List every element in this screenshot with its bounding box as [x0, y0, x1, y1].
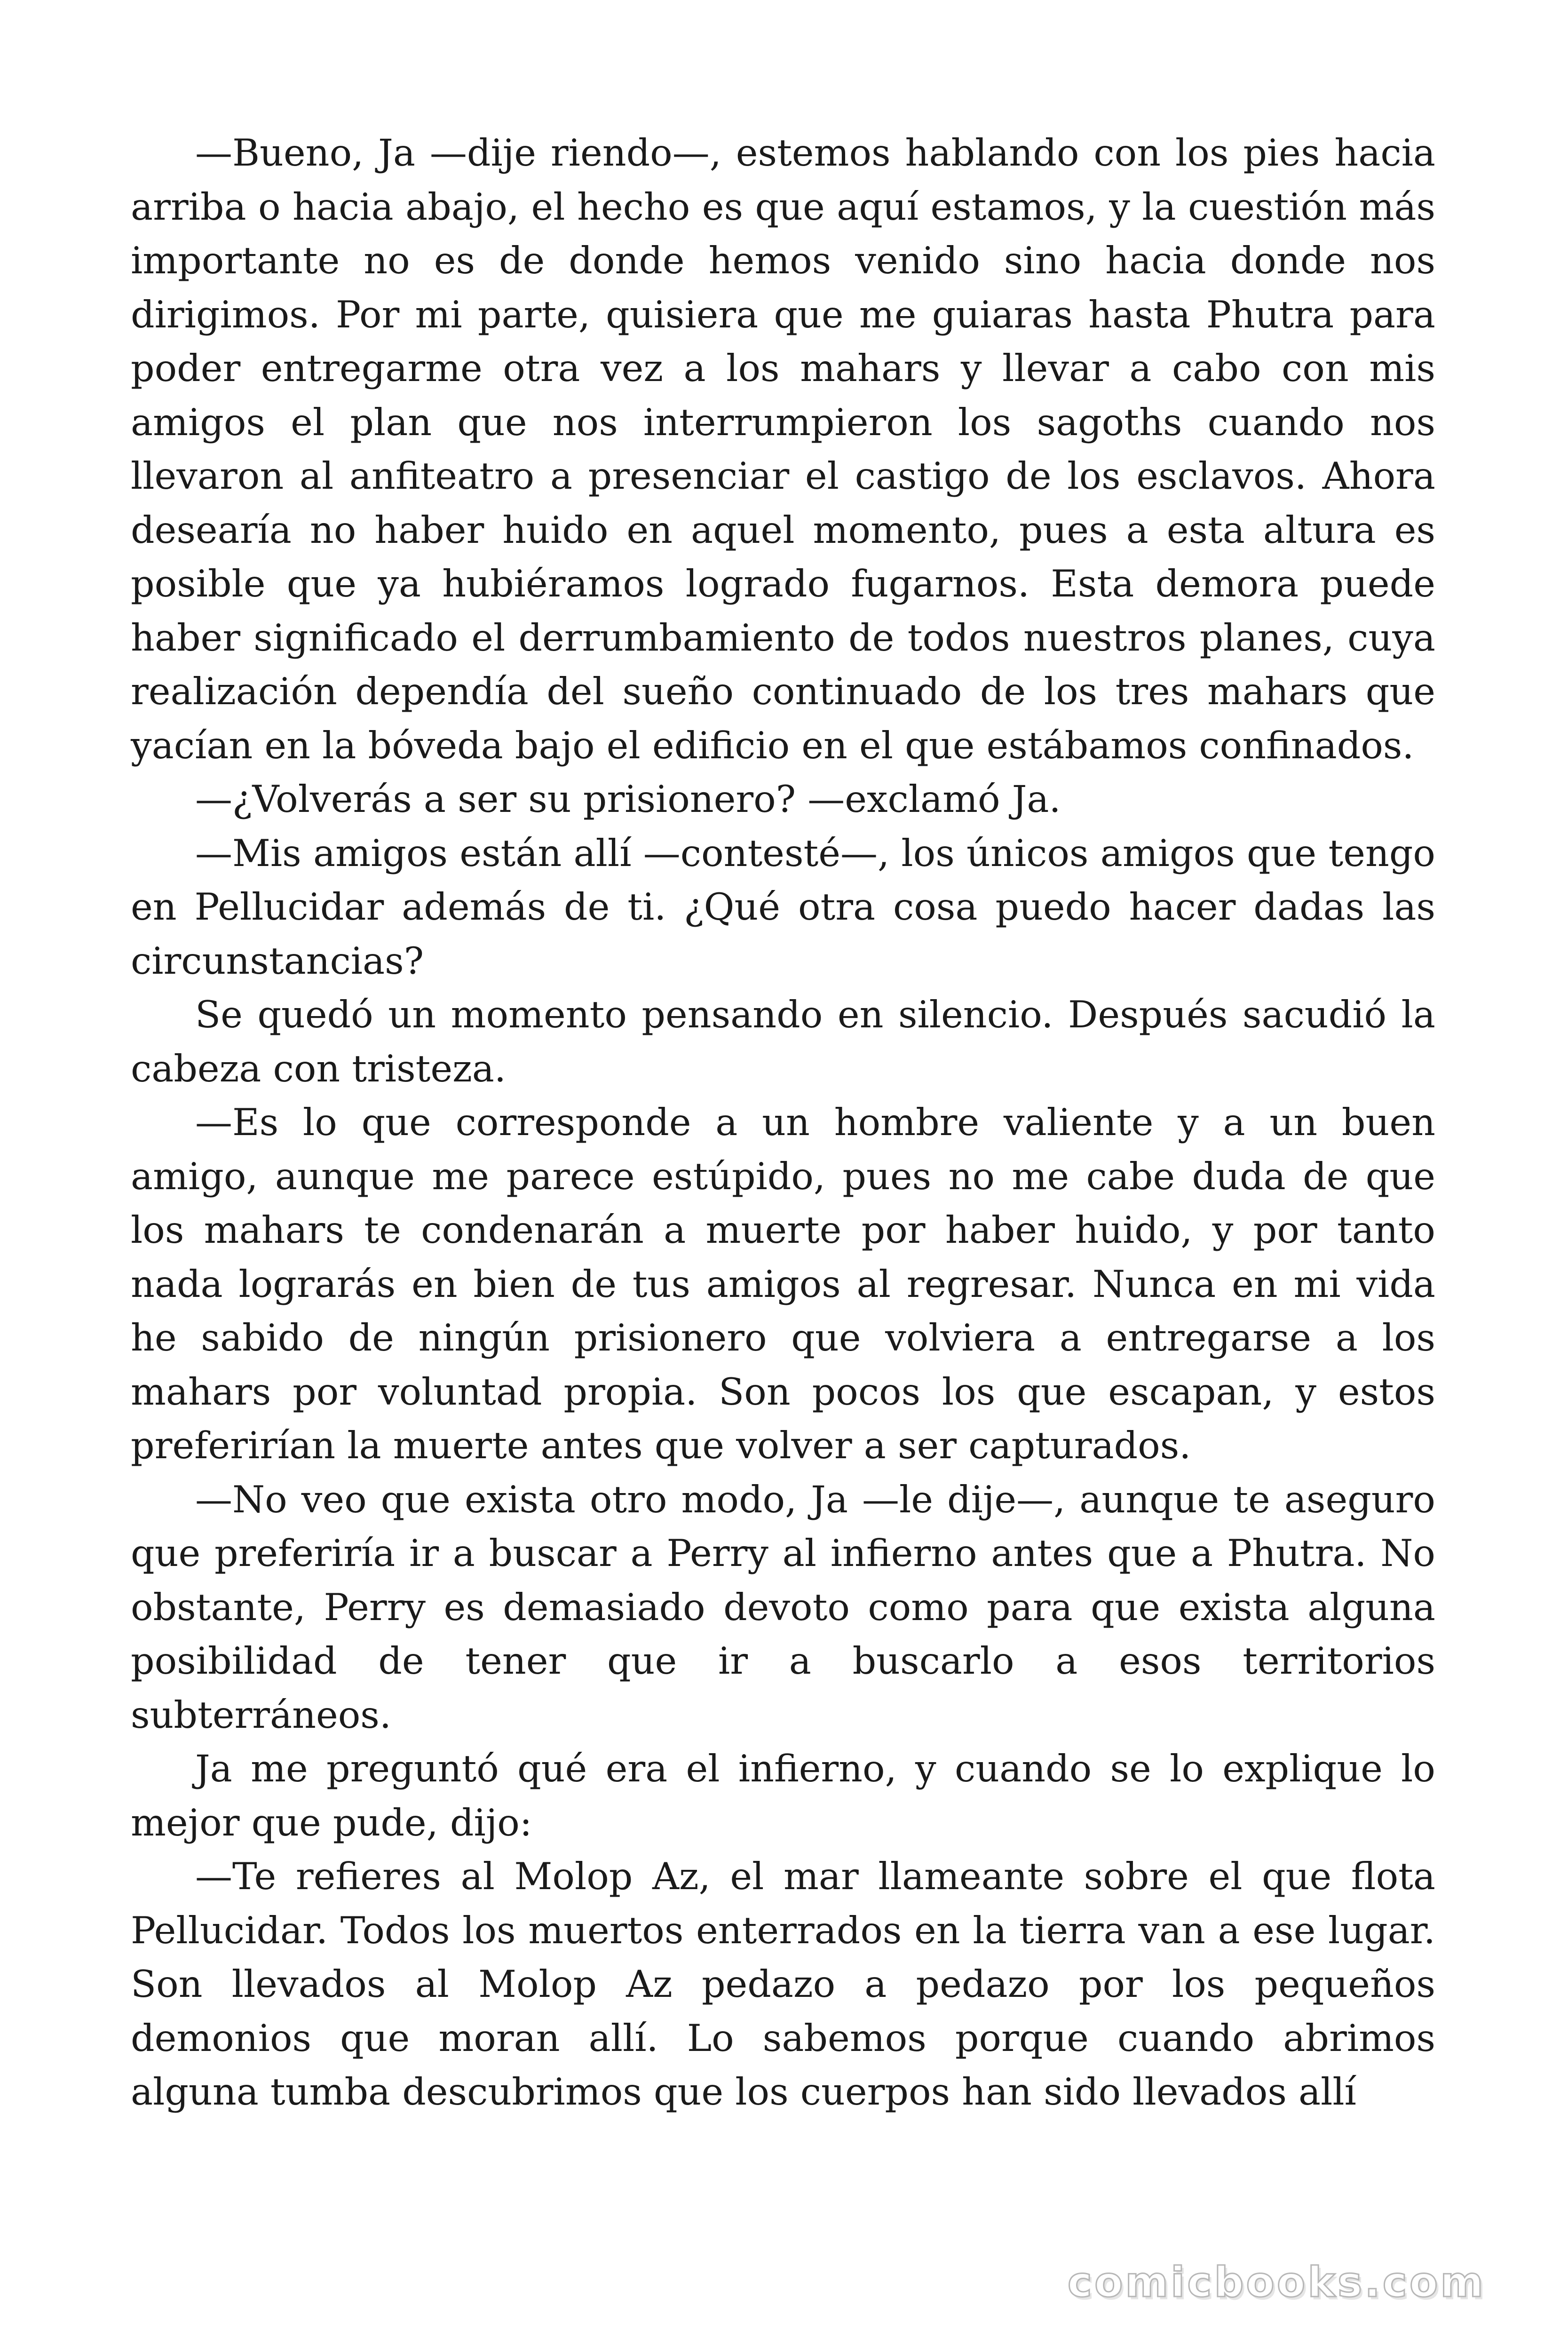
paragraph: —No veo que exista otro modo, Ja —le dije—, aunque te aseguro que preferiría ir a buscar a Perry al infierno antes que a Phutra. No obstante, Perry es demasiado devoto como para que exista alguna posibilidad de tener que ir a buscarlo a esos territorios subterráneos.	[131, 1478, 1435, 1737]
paragraph: Ja me preguntó qué era el infierno, y cuando se lo explique lo mejor que pude, dijo:	[131, 1747, 1435, 1844]
paragraph: —¿Volverás a ser su prisionero? —exclamó Ja.	[195, 778, 1061, 821]
paragraph: —Es lo que corresponde a un hombre valiente y a un buen amigo, aunque me parece estúpido, pues no me cabe duda de que los mahars te condenarán a muerte por haber huido, y por tanto nada lograrás en bien de tus amigos al regresar. Nunca en mi vida he sabido de ningún prisionero que volviera a entregarse a los mahars por voluntad propia. Son pocos los que escapan, y estos preferirían la muerte antes que volver a ser capturados.	[131, 1101, 1435, 1467]
paragraph: —Mis amigos están allí —contesté—, los únicos amigos que tengo en Pellucidar además de ti. ¿Qué otra cosa puedo hacer dadas las circunstancias?	[131, 831, 1435, 983]
watermark: comicbooks.com	[1067, 2258, 1486, 2306]
paragraph: Se quedó un momento pensando en silencio. Después sacudió la cabeza con tristeza.	[131, 993, 1435, 1090]
paragraph: —Bueno, Ja —dije riendo—, estemos hablando con los pies hacia arriba o hacia abajo, el hecho es que aquí estamos, y la cuestión más importante no es de donde hemos venido sino hacia donde nos dirigimos. Por mi parte, quisiera que me guiaras hasta Phutra para poder entregarme otra vez a los mahars y llevar a cabo con mis amigos el plan que nos interrumpieron los sagoths cuando nos llevaron al anfiteatro a presenciar el castigo de los esclavos. Ahora desearía no haber huido en aquel momento, pues a esta altura es posible que ya hubiéramos logrado fugarnos. Esta demora puede haber significado el derrumbamiento de todos nuestros planes, cuya realización dependía del sueño continuado de los tres mahars que yacían en la bóveda bajo el edificio en el que estábamos confinados.	[131, 131, 1435, 767]
body-text	[131, 126, 1435, 2119]
paragraph: —Te refieres al Molop Az, el mar llameante sobre el que flota Pellucidar. Todos los muertos enterrados en la tierra van a ese lugar. Son llevados al Molop Az pedazo a pedazo por los pequeños demonios que moran allí. Lo sabemos porque cuando abrimos alguna tumba descubrimos que los cuerpos han sido llevados allí	[131, 1855, 1435, 2114]
